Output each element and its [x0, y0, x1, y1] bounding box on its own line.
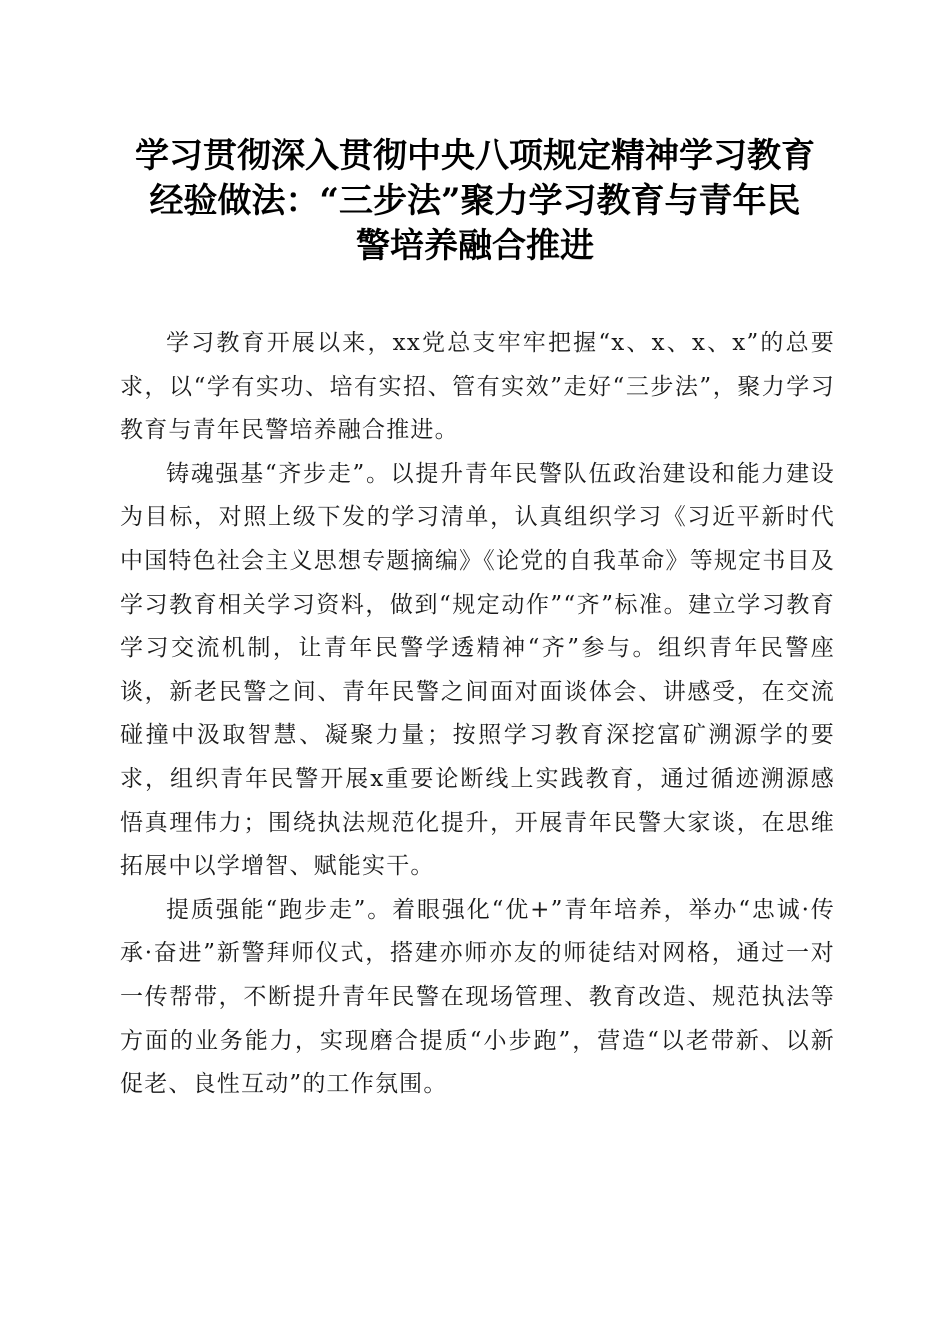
- title-line-2: 经验做法：“三步法”聚力学习教育与青年民: [149, 181, 801, 221]
- title-line-1: 学习贯彻深入贯彻中央八项规定精神学习教育: [135, 136, 815, 176]
- document-title: [110, 134, 840, 269]
- document-body: [120, 322, 835, 1107]
- paragraph-intro: 学习教育开展以来，xx党总支牢牢把握“x、x、x、x”的总要求，以“学有实功、培有实招、管有实效”走好“三步法”，聚力学习教育与青年民警培养融合推进。: [120, 330, 835, 444]
- title-line-3: 警培养融合推进: [356, 226, 594, 266]
- paragraph-qibuzou: 铸魂强基“齐步走”。以提升青年民警队伍政治建设和能力建设为目标，对照上级下发的学习清单，认真组织学习《习近平新时代中国特色社会主义思想专题摘编》《论党的自我革命》等规定书目及学习教育相关学习资料，做到“规定动作”“齐”标准。建立学习教育学习交流机制，让青年民警学透精神“齐”参与。组织青年民警座谈，新老民警之间、青年民警之间面对面谈体会、讲感受，在交流碰撞中汲取智慧、凝聚力量；按照学习教育深挖富矿溯源学的要求，组织青年民警开展x重要论断线上实践教育，通过循迹溯源感悟真理伟力；围绕执法规范化提升，开展青年民警大家谈，在思维拓展中以学增智、赋能实干。: [120, 460, 835, 880]
- paragraph-paobuzou: 提质强能“跑步走”。着眼强化“优+”青年培养，举办“忠诚·传承·奋进”新警拜师仪式，搭建亦师亦友的师徒结对网格，通过一对一传帮带，不断提升青年民警在现场管理、教育改造、规范执法等方面的业务能力，实现磨合提质“小步跑”，营造“以老带新、以新促老、良性互动”的工作氛围。: [120, 896, 835, 1098]
